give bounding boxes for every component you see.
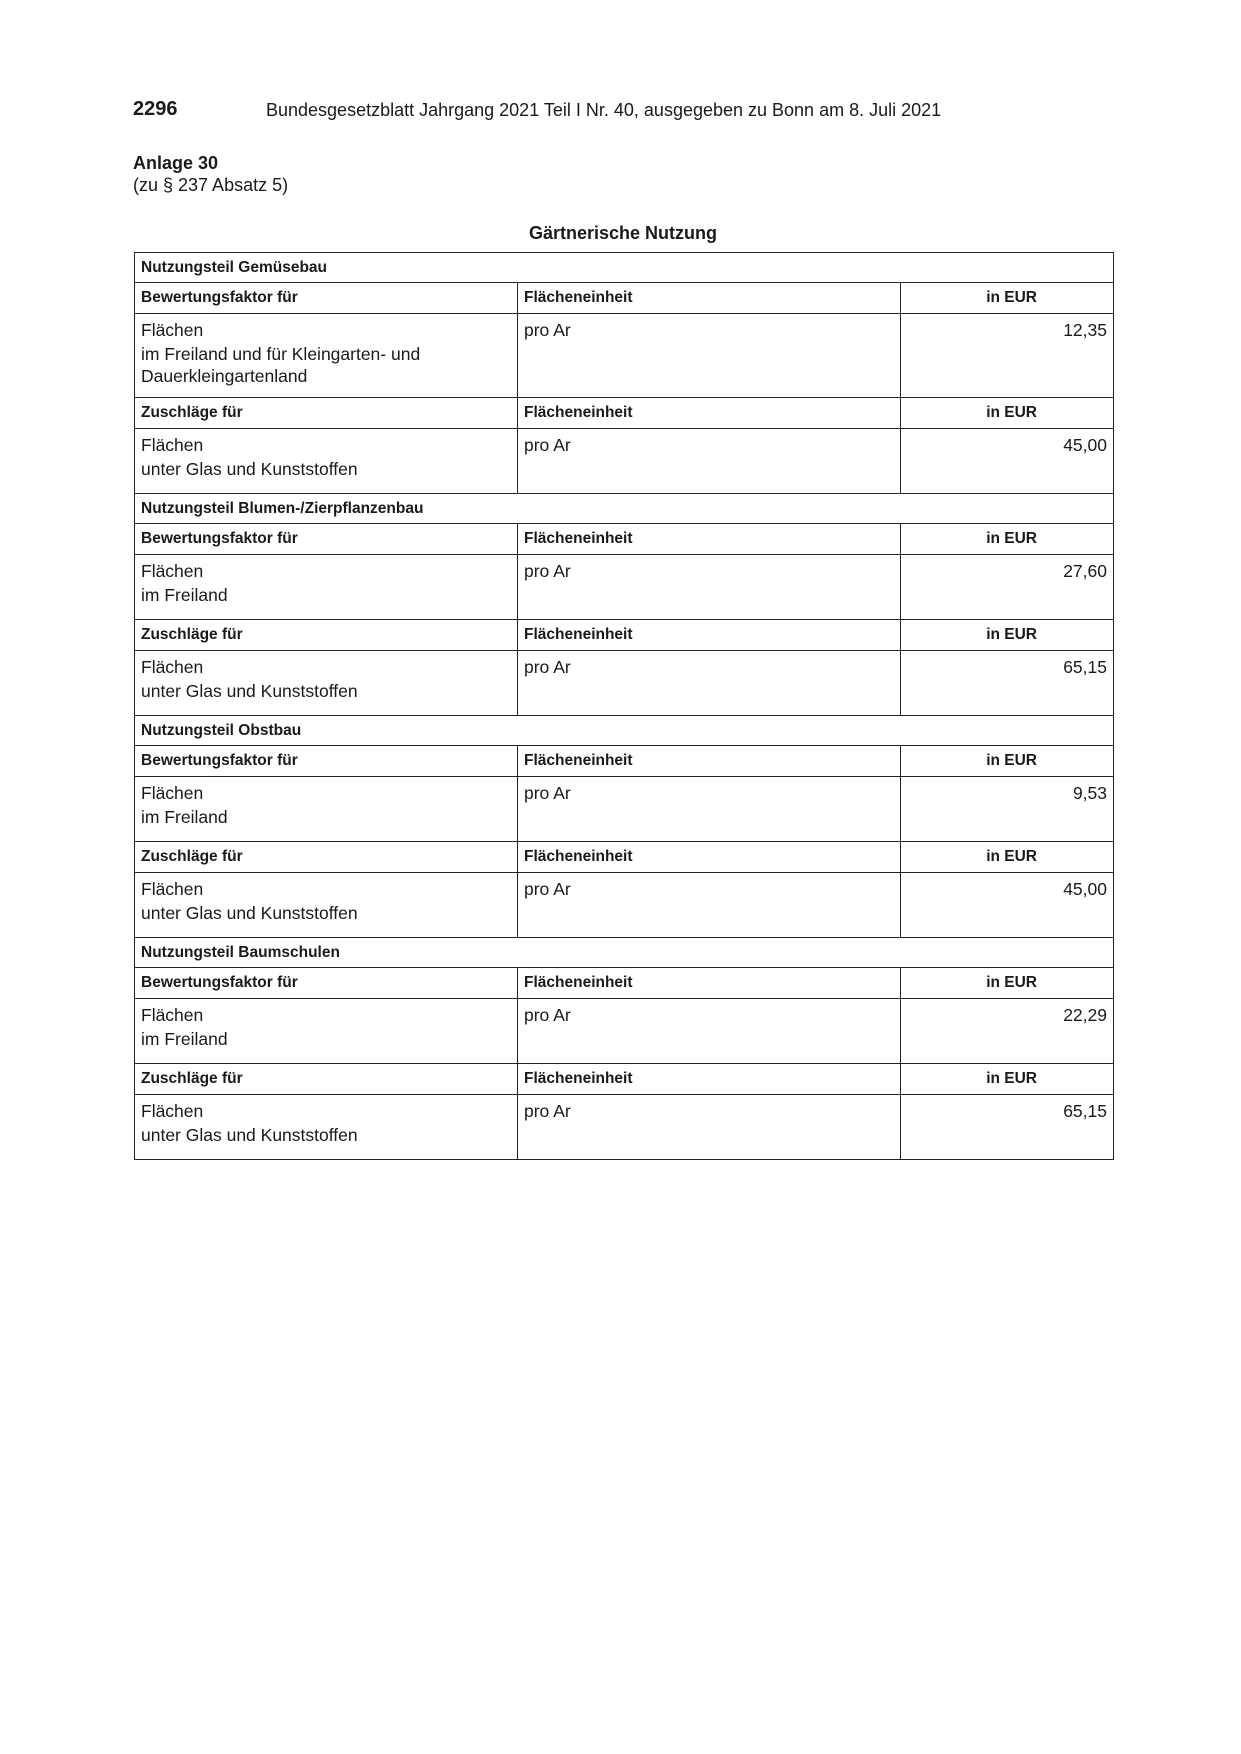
- section-row: [135, 938, 1114, 968]
- table-row: [135, 1095, 1114, 1160]
- value-cell: 22,29: [901, 999, 1114, 1064]
- criterion-label: Flächen: [141, 657, 204, 677]
- column-header-row: [135, 842, 1114, 873]
- value-cell: 45,00: [901, 429, 1114, 494]
- criterion-label: Flächen: [141, 320, 204, 340]
- page-number: 2296: [133, 98, 178, 120]
- value-header: in EUR: [901, 842, 1114, 873]
- criterion-header: Bewertungsfaktor für: [135, 968, 518, 999]
- section-heading: Nutzungsteil Baumschulen: [135, 938, 1114, 968]
- criterion-cell: [135, 429, 518, 494]
- section-heading: Nutzungsteil Gemüsebau: [135, 253, 1114, 283]
- column-header-row: [135, 620, 1114, 651]
- unit-cell: pro Ar: [518, 651, 901, 716]
- value-header: in EUR: [901, 968, 1114, 999]
- value-header: in EUR: [901, 1064, 1114, 1095]
- section-heading: Nutzungsteil Obstbau: [135, 716, 1114, 746]
- unit-header: Flächeneinheit: [518, 1064, 901, 1095]
- criterion-detail: unter Glas und Kunststoffen: [141, 681, 358, 701]
- criterion-header: Bewertungsfaktor für: [135, 746, 518, 777]
- value-cell: 9,53: [901, 777, 1114, 842]
- unit-cell: pro Ar: [518, 777, 901, 842]
- criterion-cell: [135, 651, 518, 716]
- table-row: [135, 873, 1114, 938]
- unit-header: Flächeneinheit: [518, 968, 901, 999]
- criterion-cell: [135, 314, 518, 398]
- criterion-cell: [135, 873, 518, 938]
- unit-header: Flächeneinheit: [518, 524, 901, 555]
- criterion-cell: [135, 777, 518, 842]
- unit-cell: pro Ar: [518, 429, 901, 494]
- criterion-header: Zuschläge für: [135, 620, 518, 651]
- criterion-label: Flächen: [141, 435, 204, 455]
- criterion-label: Flächen: [141, 879, 204, 899]
- column-header-row: [135, 524, 1114, 555]
- column-header-row: [135, 968, 1114, 999]
- criterion-detail: unter Glas und Kunststoffen: [141, 903, 358, 923]
- value-cell: 12,35: [901, 314, 1114, 398]
- section-row: [135, 716, 1114, 746]
- criterion-detail: im Freiland: [141, 807, 228, 827]
- value-cell: 27,60: [901, 555, 1114, 620]
- section-row: [135, 253, 1114, 283]
- column-header-row: [135, 398, 1114, 429]
- table-title: Gärtnerische Nutzung: [528, 223, 718, 243]
- value-header: in EUR: [901, 524, 1114, 555]
- criterion-detail: im Freiland und für Kleingarten- und Dauerkleingartenland: [141, 344, 421, 386]
- criterion-label: Flächen: [141, 561, 204, 581]
- value-cell: 65,15: [901, 1095, 1114, 1160]
- column-header-row: [135, 283, 1114, 314]
- unit-header: Flächeneinheit: [518, 746, 901, 777]
- valuation-table: [134, 252, 1114, 1160]
- value-cell: 65,15: [901, 651, 1114, 716]
- table-row: [135, 651, 1114, 716]
- criterion-cell: [135, 999, 518, 1064]
- criterion-label: Flächen: [141, 1101, 204, 1121]
- criterion-cell: [135, 555, 518, 620]
- section-heading: Nutzungsteil Blumen-/Zierpflanzenbau: [135, 494, 1114, 524]
- criterion-label: Flächen: [141, 783, 204, 803]
- unit-cell: pro Ar: [518, 999, 901, 1064]
- unit-cell: pro Ar: [518, 555, 901, 620]
- value-header: in EUR: [901, 398, 1114, 429]
- annex-title: Anlage 30: [133, 153, 219, 173]
- criterion-label: Flächen: [141, 1005, 204, 1025]
- column-header-row: [135, 746, 1114, 777]
- criterion-detail: unter Glas und Kunststoffen: [141, 459, 358, 479]
- criterion-cell: [135, 1095, 518, 1160]
- value-header: in EUR: [901, 620, 1114, 651]
- criterion-detail: unter Glas und Kunststoffen: [141, 1125, 358, 1145]
- section-row: [135, 494, 1114, 524]
- table-row: [135, 555, 1114, 620]
- page-header: [133, 98, 1113, 128]
- value-cell: 45,00: [901, 873, 1114, 938]
- criterion-header: Zuschläge für: [135, 842, 518, 873]
- value-header: in EUR: [901, 746, 1114, 777]
- value-header: in EUR: [901, 283, 1114, 314]
- criterion-header: Zuschläge für: [135, 1064, 518, 1095]
- table-row: [135, 777, 1114, 842]
- criterion-header: Zuschläge für: [135, 398, 518, 429]
- criterion-header: Bewertungsfaktor für: [135, 524, 518, 555]
- unit-header: Flächeneinheit: [518, 283, 901, 314]
- criterion-header: Bewertungsfaktor für: [135, 283, 518, 314]
- criterion-detail: im Freiland: [141, 1029, 228, 1049]
- unit-cell: pro Ar: [518, 1095, 901, 1160]
- unit-header: Flächeneinheit: [518, 398, 901, 429]
- annex-reference: (zu § 237 Absatz 5): [133, 175, 289, 195]
- unit-cell: pro Ar: [518, 873, 901, 938]
- table-row: [135, 429, 1114, 494]
- annex-heading: [133, 152, 288, 196]
- unit-cell: pro Ar: [518, 314, 901, 398]
- unit-header: Flächeneinheit: [518, 620, 901, 651]
- table-row: [135, 999, 1114, 1064]
- criterion-detail: im Freiland: [141, 585, 228, 605]
- running-head: Bundesgesetzblatt Jahrgang 2021 Teil I Nr. 40, ausgegeben zu Bonn am 8. Juli 2021: [266, 100, 942, 120]
- table-row: [135, 314, 1114, 398]
- column-header-row: [135, 1064, 1114, 1095]
- unit-header: Flächeneinheit: [518, 842, 901, 873]
